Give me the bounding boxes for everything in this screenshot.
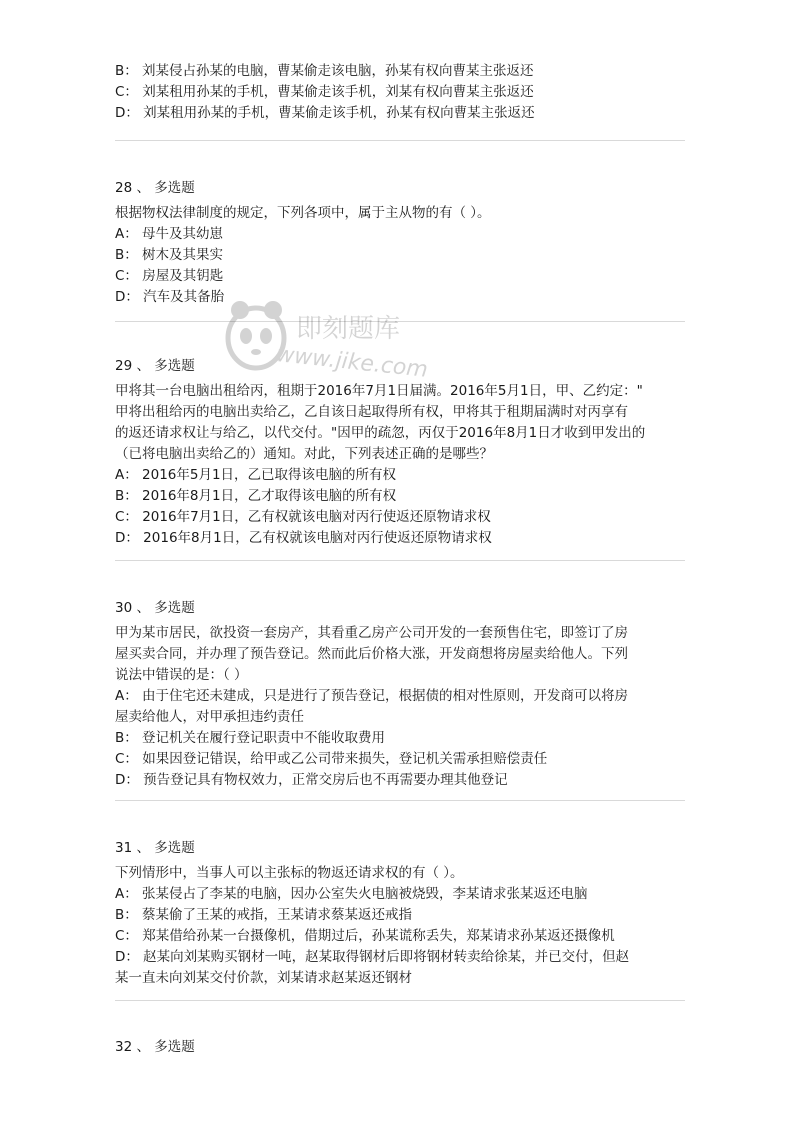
question-stem: 根据物权法律制度的规定，下列各项中，属于主从物的有（ ）。 xyxy=(115,205,491,221)
divider xyxy=(115,800,685,801)
option-d-continued: 某一直未向刘某交付价款，刘某请求赵某返还钢材 xyxy=(115,970,412,986)
question-stem-line: 甲将其一台电脑出租给丙，租期于2016年7月1日届满。2016年5月1日，甲、乙约定：" xyxy=(115,383,643,399)
question-header: 31 、 多选题 xyxy=(115,840,195,856)
question-header: 29 、 多选题 xyxy=(115,358,195,374)
option-d: D： 赵某向刘某购买钢材一吨，赵某取得钢材后即将钢材转卖给徐某，并已交付，但赵 xyxy=(115,949,630,965)
option-b: B： 2016年8月1日，乙才取得该电脑的所有权 xyxy=(115,488,397,504)
question-header: 28 、 多选题 xyxy=(115,180,195,196)
option-c: C： 郑某借给孙某一台摄像机，借期过后，孙某谎称丢失，郑某请求孙某返还摄像机 xyxy=(115,928,615,944)
watermark-url: www.jike.com xyxy=(275,342,429,383)
option-b: B： 树木及其果实 xyxy=(115,247,224,263)
divider xyxy=(115,140,685,141)
question-stem-line: 甲将出租给丙的电脑出卖给乙，乙自该日起取得所有权，甲将其于租期届满时对丙享有 xyxy=(115,404,628,420)
divider xyxy=(115,1000,685,1001)
question-header: 30 、 多选题 xyxy=(115,600,195,616)
option-c: C： 刘某租用孙某的手机，曹某偷走该手机，刘某有权向曹某主张返还 xyxy=(115,84,534,100)
option-a: A： 由于住宅还未建成，只是进行了预告登记，根据债的相对性原则，开发商可以将房 xyxy=(115,688,629,704)
option-d: D： 2016年8月1日，乙有权就该电脑对丙行使返还原物请求权 xyxy=(115,530,492,546)
question-header: 32 、 多选题 xyxy=(115,1039,195,1055)
question-stem-line: 甲为某市居民，欲投资一套房产，其看重乙房产公司开发的一套预售住宅，即签订了房 xyxy=(115,625,628,641)
option-b: B： 刘某侵占孙某的电脑，曹某偷走该电脑，孙某有权向曹某主张返还 xyxy=(115,63,534,79)
option-c: C： 房屋及其钥匙 xyxy=(115,268,224,284)
question-stem-line: 的返还请求权让与给乙，以代交付。"因甲的疏忽，丙仅于2016年8月1日才收到甲发出的 xyxy=(115,425,646,441)
divider xyxy=(115,560,685,561)
question-stem-line: （已将电脑出卖给乙的）通知。对此，下列表述正确的是哪些？ xyxy=(115,446,493,462)
option-c: C： 2016年7月1日，乙有权就该电脑对丙行使返还原物请求权 xyxy=(115,509,491,525)
option-a: A： 张某侵占了李某的电脑，因办公室失火电脑被烧毁，李某请求张某返还电脑 xyxy=(115,886,588,902)
question-stem-line: 说法中错误的是：（ ） xyxy=(115,667,248,683)
option-d: D： 汽车及其备胎 xyxy=(115,289,225,305)
option-d: D： 预告登记具有物权效力，正常交房后也不再需要办理其他登记 xyxy=(115,772,508,788)
question-stem-line: 屋买卖合同，并办理了预告登记。然而此后价格大涨，开发商想将房屋卖给他人。下列 xyxy=(115,646,628,662)
option-b: B： 蔡某偷了王某的戒指，王某请求蔡某返还戒指 xyxy=(115,907,413,923)
option-b: B： 登记机关在履行登记职责中不能收取费用 xyxy=(115,730,386,746)
option-a-continued: 屋卖给他人，对甲承担违约责任 xyxy=(115,709,304,725)
option-c: C： 如果因登记错误，给甲或乙公司带来损失，登记机关需承担赔偿责任 xyxy=(115,751,548,767)
option-a: A： 2016年5月1日，乙已取得该电脑的所有权 xyxy=(115,467,397,483)
question-stem: 下列情形中，当事人可以主张标的物返还请求权的有（ ）。 xyxy=(115,865,464,881)
option-d: D： 刘某租用孙某的手机，曹某偷走该手机，孙某有权向曹某主张返还 xyxy=(115,105,535,121)
watermark xyxy=(218,290,428,400)
watermark-brand: 即刻题库 xyxy=(296,314,401,344)
option-a: A： 母牛及其幼崽 xyxy=(115,226,224,242)
